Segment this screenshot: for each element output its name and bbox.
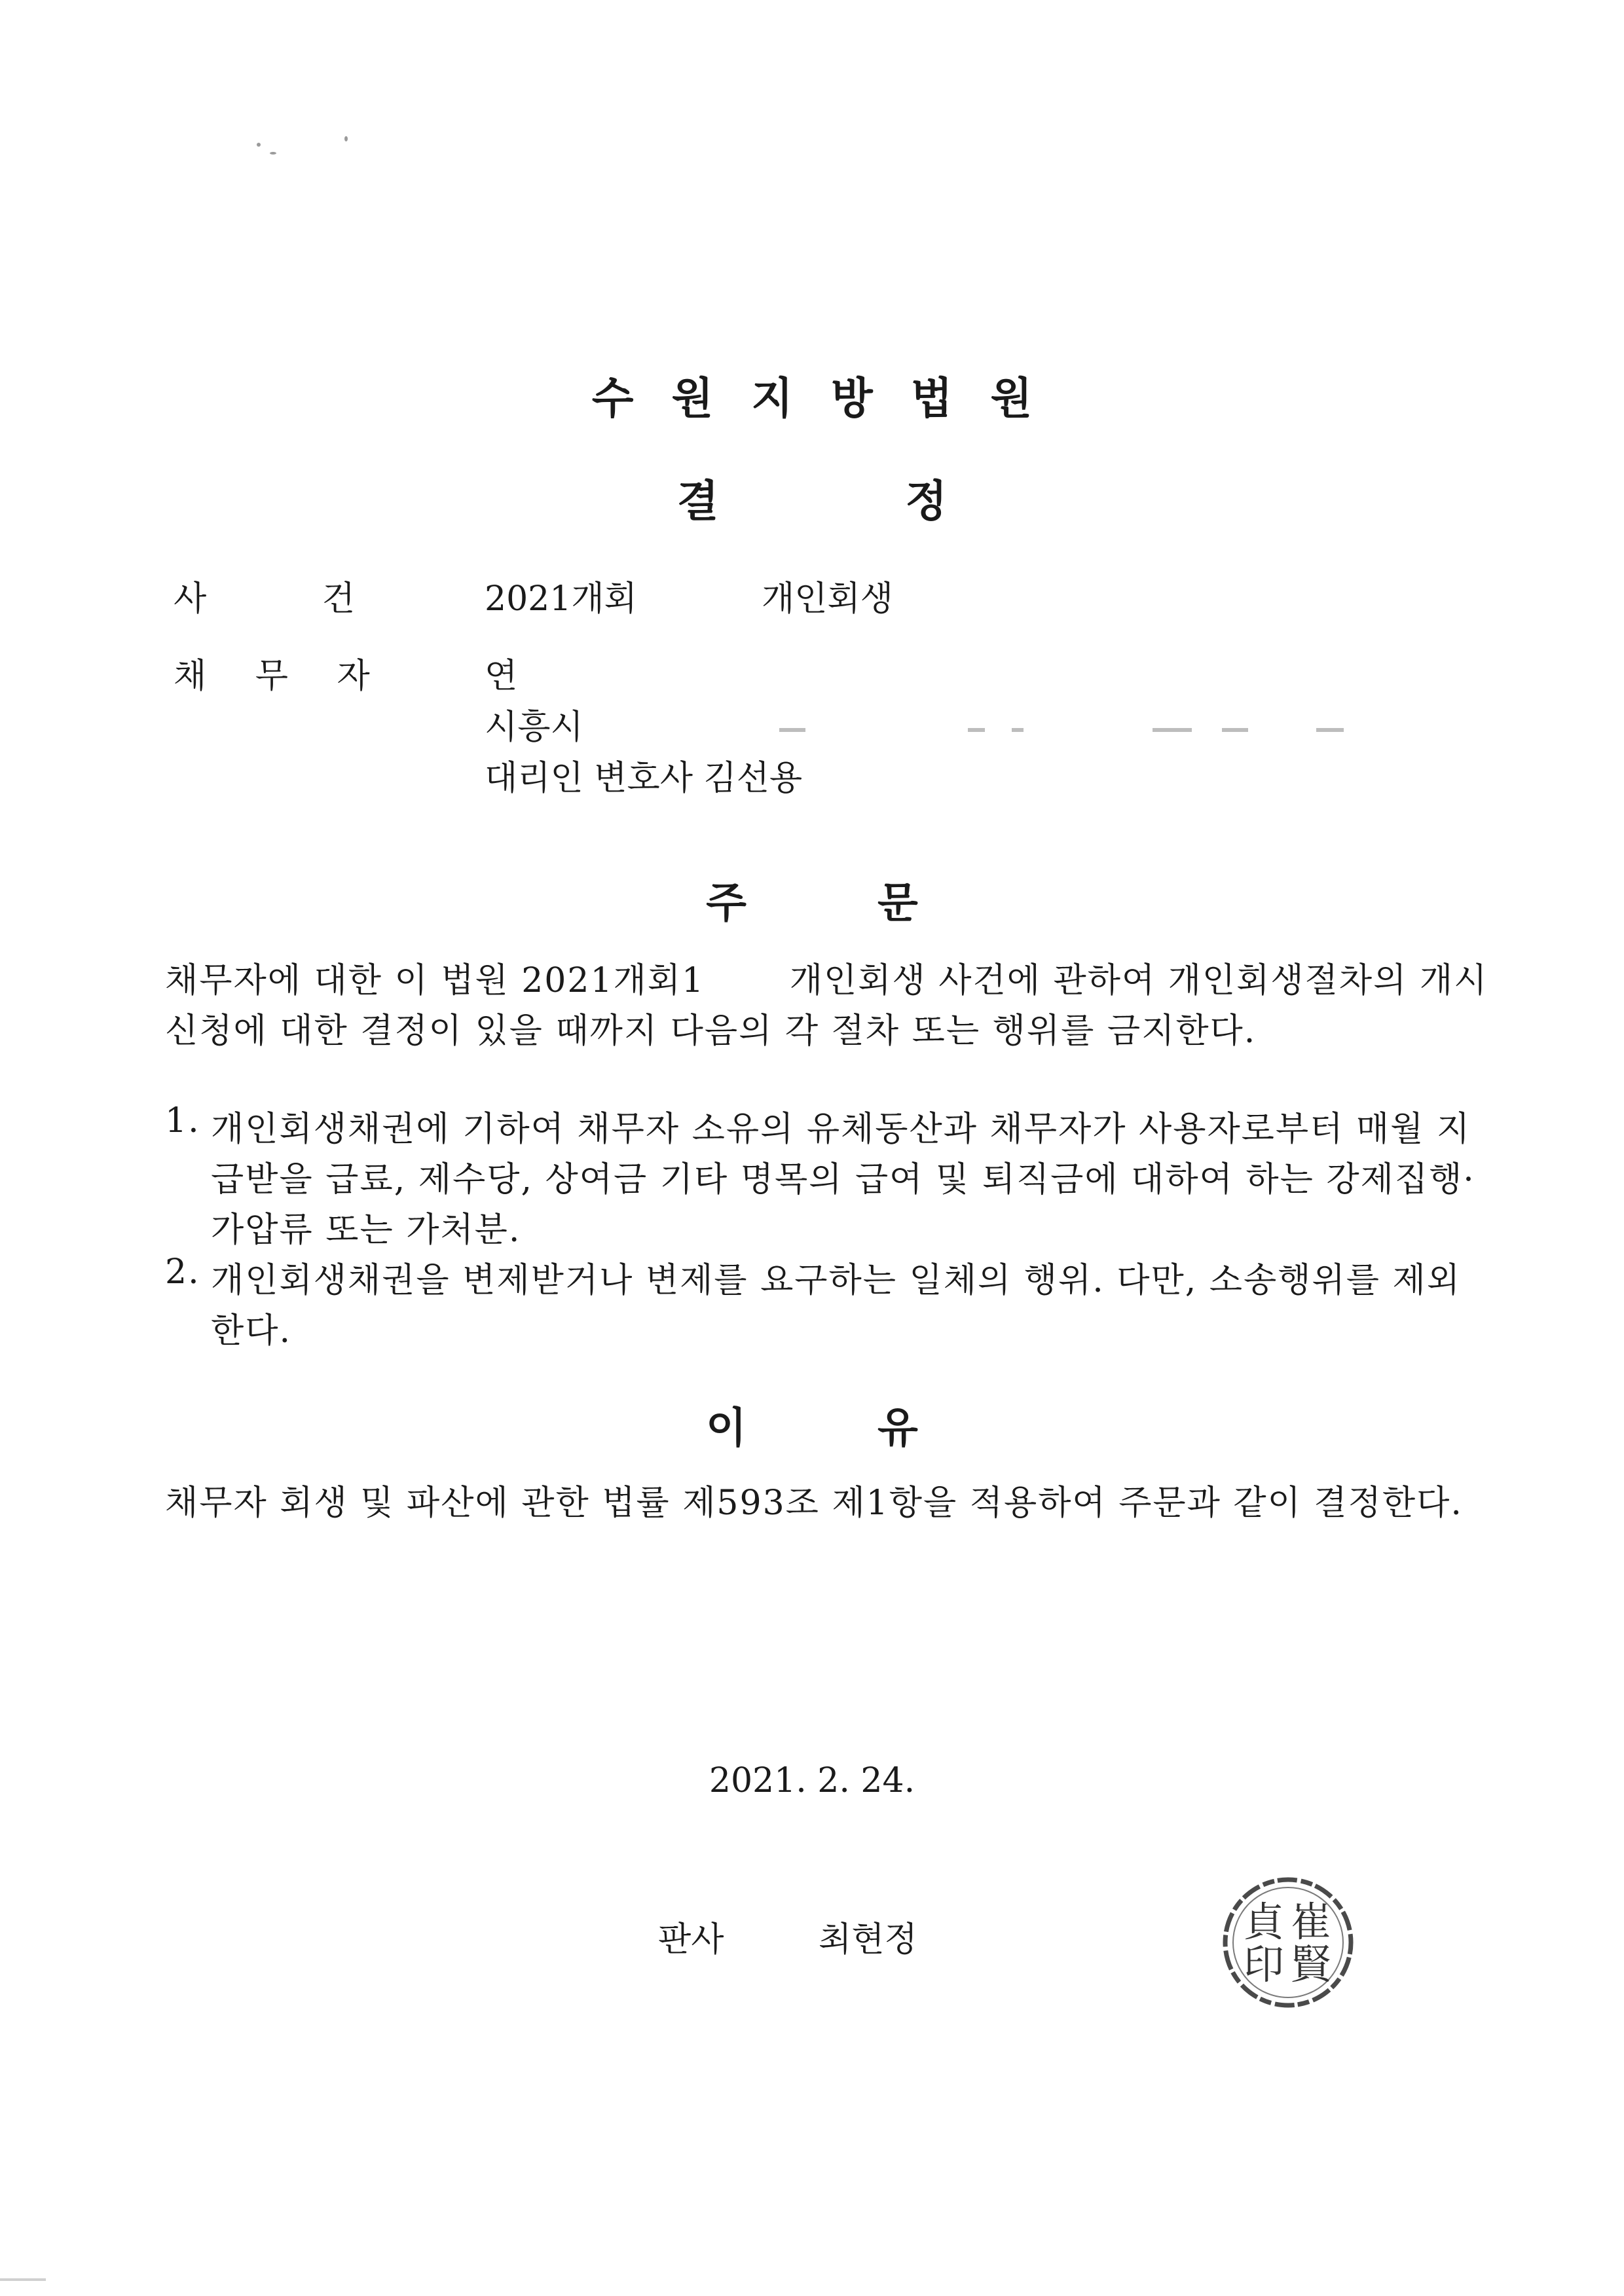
judge-seal-icon [1219,1874,1357,2011]
redaction-mark [1316,728,1344,732]
scan-artifact [270,152,276,155]
order-item-number: 1. [165,1101,200,1140]
case-label: 사 건 [174,579,355,619]
order-item-1-line-1: 개인회생채권에 기하여 채무자 소유의 유체동산과 채무자가 사용자로부터 매월 지 [211,1110,1471,1149]
order-item-1-line-2: 급받을 급료, 제수당, 상여금 기타 명목의 급여 및 퇴직금에 대하여 하는 강제집행· [211,1160,1475,1199]
order-item-2-line-1: 개인회생채권을 변제받거나 변제를 요구하는 일체의 행위. 다만, 소송행위를 제외 [211,1261,1461,1300]
scan-artifact [344,136,348,141]
redaction-mark [968,728,985,732]
svg-text:印: 印 [1243,1941,1285,1988]
court-name: 수원지방법원 [591,373,1071,424]
judge-title: 판사 [658,1920,724,1959]
order-heading: 주문 [706,879,1049,928]
svg-text:崔: 崔 [1290,1898,1332,1946]
svg-text:貞: 貞 [1243,1898,1285,1946]
debtor-label: 채 무 자 [174,657,370,696]
redaction-mark [779,728,805,732]
debtor-address: 시흥시 [485,708,583,747]
scan-artifact [0,2278,46,2281]
redaction-mark [1153,728,1192,732]
reason-heading: 이유 [706,1404,1049,1453]
decision-date: 2021. 2. 24. [709,1761,915,1800]
order-item-number: 2. [165,1252,200,1292]
svg-text:賢: 賢 [1290,1941,1332,1988]
order-intro-line-2: 신청에 대한 결정이 있을 때까지 다음의 각 절차 또는 행위를 금지한다. [165,1011,1257,1051]
document-title: 결정 [676,476,1134,526]
debtor-agent: 대리인 변호사 김선용 [485,759,803,798]
redaction-mark [1222,728,1248,732]
debtor-name: 연 [485,657,518,696]
case-number: 2021개회 [485,579,637,619]
case-type: 개인회생 [762,579,893,619]
scan-artifact [257,143,261,147]
judge-name: 최현정 [819,1920,917,1959]
order-item-2-line-2: 한다. [211,1311,291,1351]
reason-text: 채무자 회생 및 파산에 관한 법률 제593조 제1항을 적용하여 주문과 같이 결정한다. [165,1484,1463,1523]
redaction-mark [1012,728,1024,732]
order-intro-line-1: 채무자에 대한 이 법원 2021개회1 개인회생 사건에 관하여 개인회생절차의 개시 [165,961,1488,1000]
order-item-1-line-3: 가압류 또는 가처분. [211,1211,521,1250]
